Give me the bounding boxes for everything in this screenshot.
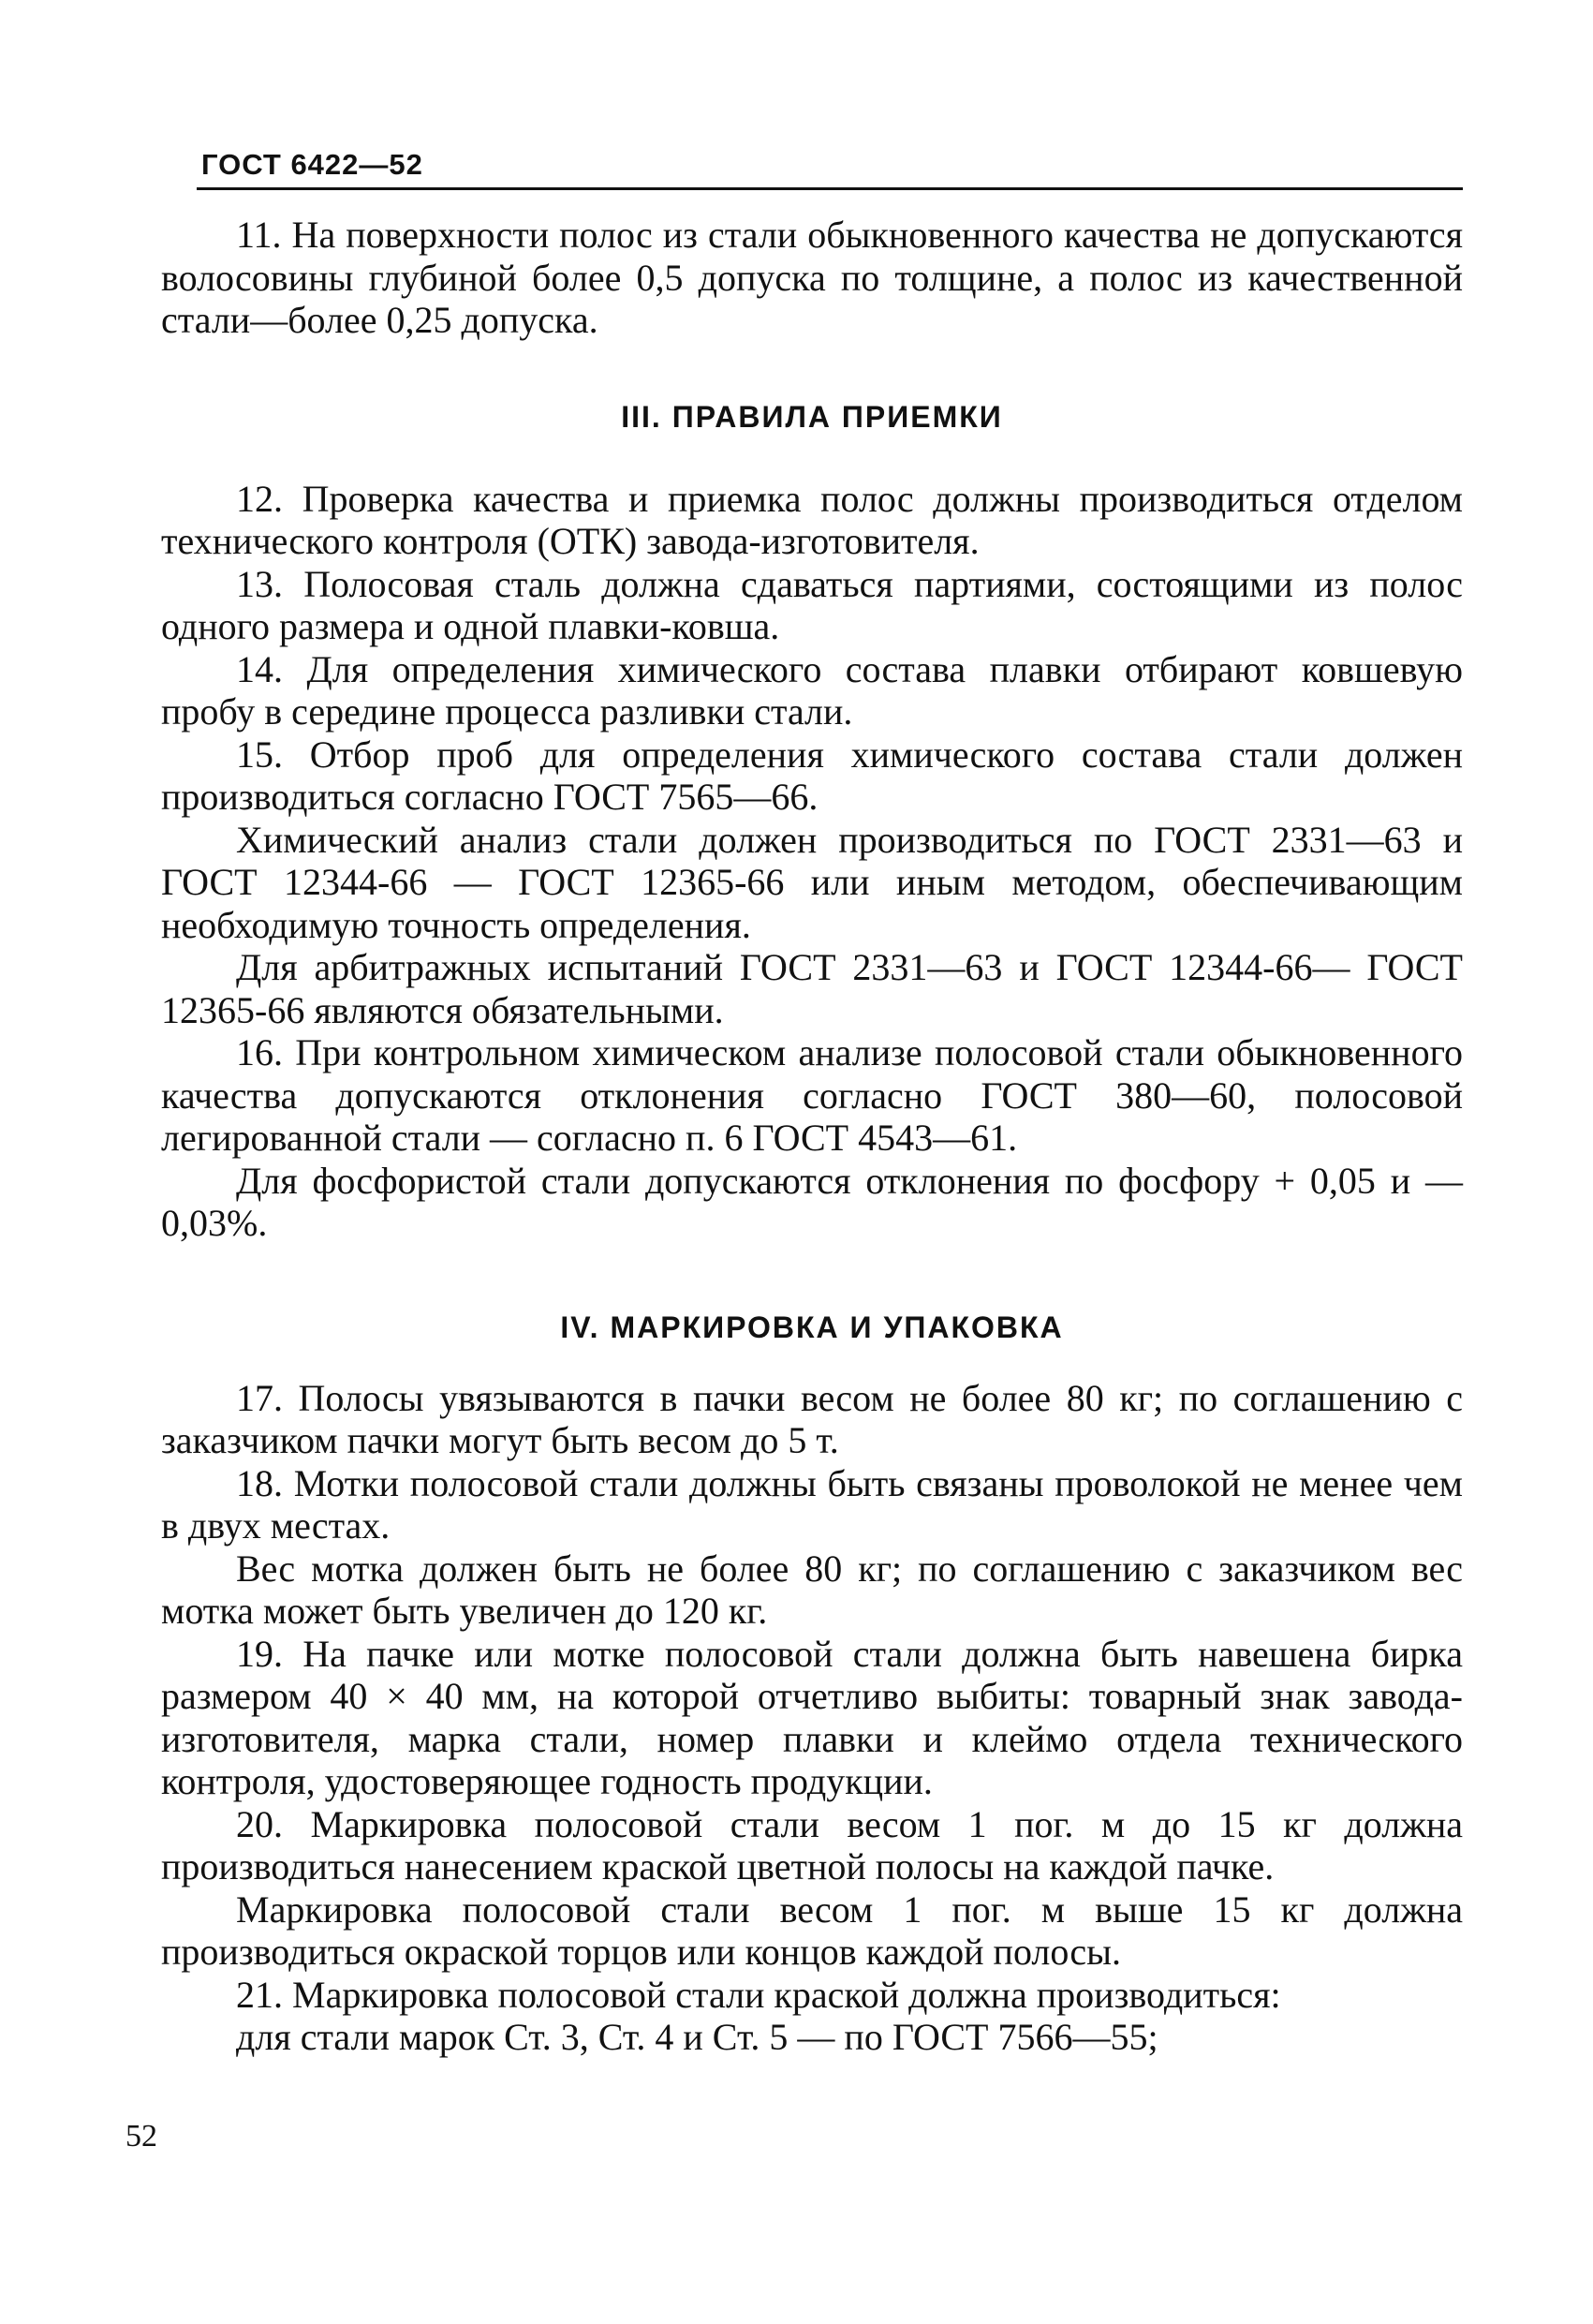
document-header: ГОСТ 6422—52 (201, 148, 423, 181)
paragraph-11: 11. На поверхности полос из стали обыкновенного качества не допускаются волосовины глубиной более 0,5 допуска по толщине, а полос из качественной стали—более 0,25 допуска. (161, 214, 1463, 341)
page-number: 52 (125, 2119, 157, 2154)
paragraph-17: 17. Полосы увязываются в пачки весом не более 80 кг; по соглашению с заказчиком пачки могут быть весом до 5 т. (161, 1376, 1463, 1461)
paragraph-18: 18. Мотки полосовой стали должны быть связаны проволокой не менее чем в двух местах. (161, 1461, 1463, 1547)
paragraph-19: 19. На пачке или мотке полосовой стали должна быть навешена бирка размером 40 × 40 мм, на которой отчетливо выбиты: товарный знак завода-изготовителя, марка стали, номер плавки и клеймо отдела технического контроля, удостоверяющее годность продукции. (161, 1632, 1463, 1802)
paragraph-16: 16. При контрольном химическом анализе полосовой стали обыкновенного качества допускаются отклонения согласно ГОСТ 380—60, полосовой легированной стали — согласно п. 6 ГОСТ 4543—61. (161, 1031, 1463, 1159)
paragraph-13: 13. Полосовая сталь должна сдаваться партиями, состоящими из полос одного размера и одной плавки-ковша. (161, 562, 1463, 647)
header-rule (197, 187, 1463, 190)
paragraph-15-chem-analysis: Химический анализ стали должен производиться по ГОСТ 2331—63 и ГОСТ 12344-66 — ГОСТ 12365-66 или иным методом, обеспечивающим необходимую точность определения. (161, 818, 1463, 946)
paragraph-20: 20. Маркировка полосовой стали весом 1 пог. м до 15 кг должна производиться нанесением краской цветной полосы на каждой пачке. (161, 1802, 1463, 1887)
paragraph-15: 15. Отбор проб для определения химического состава стали должен производиться согласно ГОСТ 7565—66. (161, 733, 1463, 818)
section-heading-4: IV. МАРКИРОВКА И УПАКОВКА (560, 1310, 1064, 1344)
paragraph-14: 14. Для определения химического состава плавки отбирают ковшевую пробу в середине процесса разливки стали. (161, 647, 1463, 733)
paragraph-21-grades: для стали марок Ст. 3, Ст. 4 и Ст. 5 — по ГОСТ 7566—55; (236, 2016, 1158, 2058)
paragraph-15-arbitration: Для арбитражных испытаний ГОСТ 2331—63 и ГОСТ 12344-66— ГОСТ 12365-66 являются обязательными. (161, 946, 1463, 1031)
paragraph-21: 21. Маркировка полосовой стали краской должна производиться: (236, 1973, 1281, 2016)
section-heading-3: III. ПРАВИЛА ПРИЕМКИ (621, 399, 1003, 434)
paragraph-12: 12. Проверка качества и приемка полос должны производиться отделом технического контроля (ОТК) завода-изготовителя. (161, 477, 1463, 562)
paragraph-16-phosphorus: Для фосфористой стали допускаются отклонения по фосфору + 0,05 и — 0,03%. (161, 1159, 1463, 1244)
paragraph-20-heavy: Маркировка полосовой стали весом 1 пог. м выше 15 кг должна производиться окраской торцов или концов каждой полосы. (161, 1887, 1463, 1973)
paragraph-18-weight: Вес мотка должен быть не более 80 кг; по соглашению с заказчиком вес мотка может быть увеличен до 120 кг. (161, 1547, 1463, 1632)
page-content (161, 214, 1463, 2059)
